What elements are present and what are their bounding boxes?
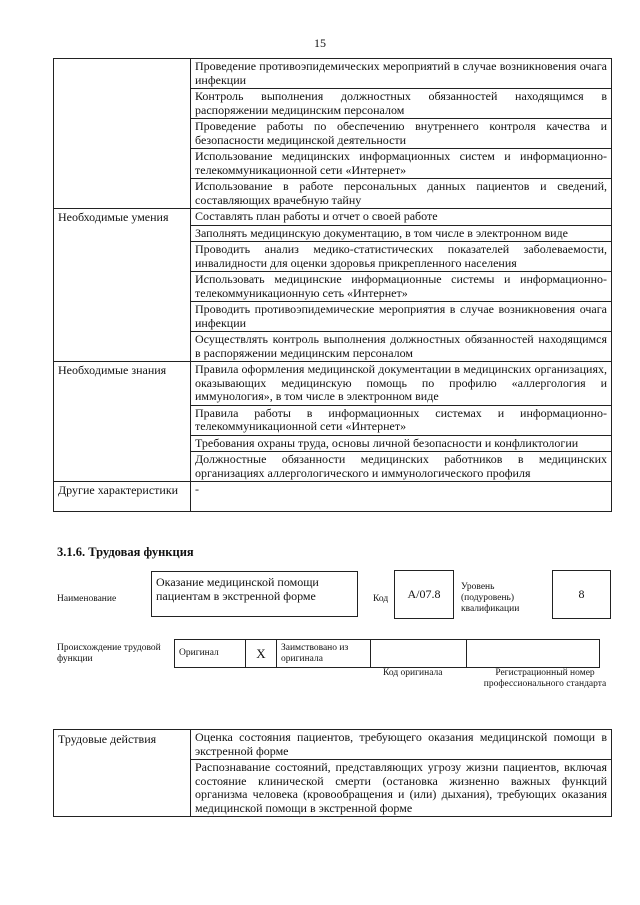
labor-actions-table [53,729,612,817]
code-label: Код [373,594,389,604]
table-cell: Составлять план работы и отчет о своей работе [191,209,612,226]
table-cell: Оценка состояния пациентов, требующего оказания медицинской помощи в экстренной форме [191,730,612,760]
name-label: Наименование [57,594,117,604]
original-mark: X [246,640,277,668]
table-row [54,59,612,89]
origin-table [174,639,600,668]
reg-number-label: Регистрационный номер профессионального стандарта [483,668,607,689]
row-header-other: Другие характеристики [54,482,191,512]
table-cell: Проведение противоэпидемических мероприятий в случае возникновения очага инфекции [191,59,612,89]
table-cell: Заполнять медицинскую документацию, в том числе в электронном виде [191,225,612,242]
reg-number-cell [467,640,600,668]
table-cell: Правила работы в информационных системах и информационно-телекоммуникационной сети «Интернет» [191,405,612,435]
borrowed-label: Заимствовано из оригинала [277,640,371,668]
origin-code-cell [371,640,467,668]
table-cell: Проводить противоэпидемические мероприятия в случае возникновения очага инфекции [191,302,612,332]
table-row [54,362,612,406]
original-label: Оригинал [175,640,246,668]
table-cell: Использование в работе персональных данных пациентов и сведений, составляющих врачебную тайну [191,179,612,209]
row-header-actions: Трудовые действия [54,730,191,817]
table-row [54,482,612,512]
row-header-knowledge: Необходимые знания [54,362,191,482]
origin-label: Происхождение трудовой функции [57,643,161,664]
table-cell: - [191,482,612,512]
row-header-skills: Необходимые умения [54,209,191,362]
code-value: A/07.8 [407,587,441,601]
skills-knowledge-table [53,58,612,512]
table-cell: Должностные обязанности медицинских работников в медицинских организациях аллергологического и иммунологического профиля [191,452,612,482]
code-box [394,570,454,619]
function-name-box [151,571,358,617]
row-header [54,59,191,209]
table-cell: Использовать медицинские информационные системы и информационно-телекоммуникационную сеть «Интернет» [191,272,612,302]
level-box [552,570,611,619]
table-row [175,640,600,668]
table-cell: Контроль выполнения должностных обязанностей находящимся в распоряжении медицинским персоналом [191,89,612,119]
table-cell: Осуществлять контроль выполнения должностных обязанностей находящимся в распоряжении медицинским персоналом [191,332,612,362]
table-cell: Требования охраны труда, основы личной безопасности и конфликтологии [191,435,612,452]
function-name-value: Оказание медицинской помощи пациентам в экстренной форме [156,575,319,603]
section-title: 3.1.6. Трудовая функция [57,545,194,559]
origin-code-label: Код оригинала [383,668,443,678]
table-cell: Распознавание состояний, представляющих угрозу жизни пациентов, включая состояние клинической смерти (остановка жизненно важных функций организма человека (кровообращения и (или) дыхания), требующих оказания медицинской помощи в экстренной форме [191,760,612,817]
table-cell: Проводить анализ медико-статистических показателей заболеваемости, инвалидности для оценки здоровья прикрепленного населения [191,242,612,272]
table-cell: Правила оформления медицинской документации в медицинских организациях, оказывающих медицинскую помощь по профилю «аллергология и иммунология», в том числе в электронном виде [191,362,612,406]
level-value: 8 [578,587,585,601]
table-cell: Использование медицинских информационных систем и информационно-телекоммуникационной сети «Интернет» [191,149,612,179]
table-row [54,730,612,760]
level-label: Уровень (подуровень) квалификации [461,582,520,614]
table-row [54,209,612,226]
page-number: 15 [314,36,326,50]
table-cell: Проведение работы по обеспечению внутреннего контроля качества и безопасности медицинской деятельности [191,119,612,149]
